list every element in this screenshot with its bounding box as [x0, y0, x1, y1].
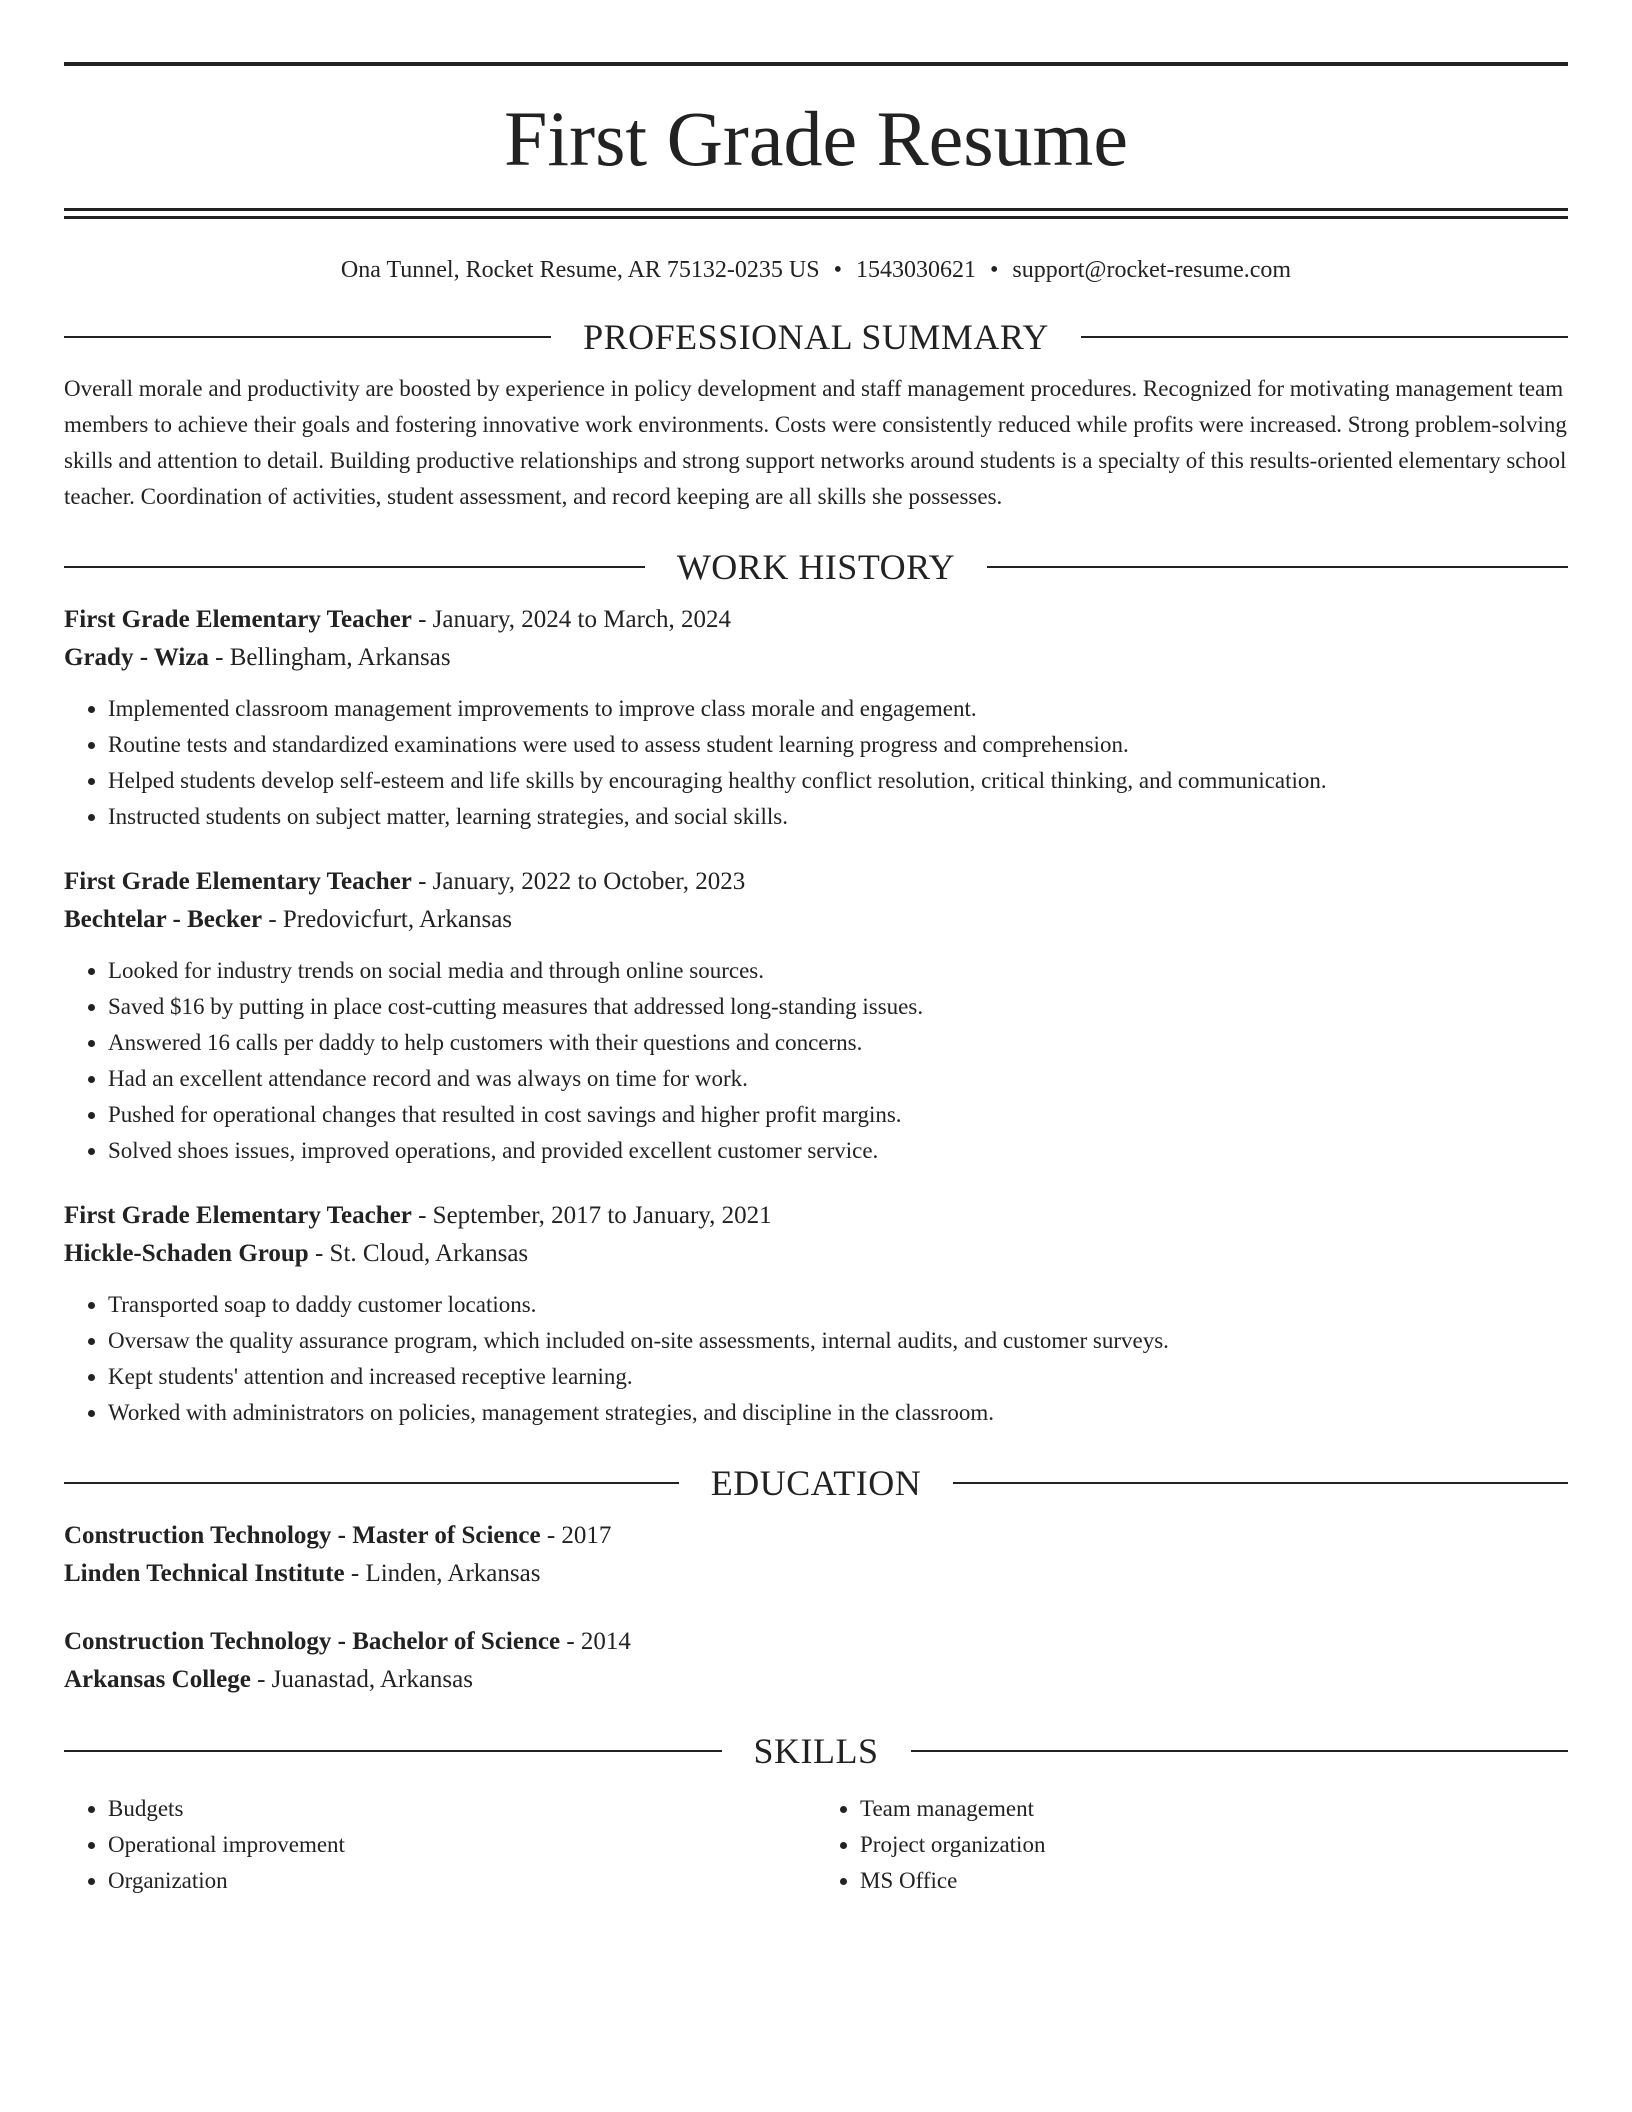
- contact-line: [64, 255, 1568, 285]
- skill-item: • Organization: [108, 1863, 816, 1899]
- heading-rule-right: [1081, 336, 1568, 338]
- education-entry: [64, 1623, 1568, 1699]
- contact-address: Ona Tunnel, Rocket Resume, AR 75132-0235 US: [340, 257, 820, 283]
- summary-heading: [64, 317, 1568, 357]
- education-heading-label: EDUCATION: [710, 1463, 922, 1503]
- skill-item: • MS Office: [860, 1863, 1568, 1899]
- skills-heading: [64, 1731, 1568, 1771]
- job-dates: - September, 2017 to January, 2021: [411, 1202, 772, 1229]
- job-bullet: • Looked for industry trends on social media and through online sources.: [108, 953, 1568, 989]
- education-heading: [64, 1463, 1568, 1503]
- job-location: - Bellingham, Arkansas: [208, 644, 451, 671]
- contact-phone: 1543030621: [856, 257, 976, 283]
- skill-item: • Operational improvement: [108, 1827, 816, 1863]
- education-year: - 2017: [540, 1522, 612, 1549]
- title-double-rule: [64, 208, 1568, 219]
- heading-rule-right: [987, 566, 1568, 568]
- education-degree: Construction Technology - Master of Science: [64, 1522, 541, 1549]
- job-bullet: • Implemented classroom management improvements to improve class morale and engagement.: [108, 691, 1568, 727]
- contact-separator: •: [833, 257, 842, 283]
- job-entry: [64, 601, 1568, 835]
- heading-rule-left: [64, 566, 645, 568]
- job-bullet: • Oversaw the quality assurance program, which included on-site assessments, internal audits, and customer surveys.: [108, 1323, 1568, 1359]
- job-bullet: • Solved shoes issues, improved operations, and provided excellent customer service.: [108, 1133, 1568, 1169]
- job-bullet: • Routine tests and standardized examinations were used to assess student learning progress and comprehension.: [108, 727, 1568, 763]
- job-dates: - January, 2024 to March, 2024: [411, 606, 731, 633]
- job-title: First Grade Elementary Teacher: [64, 606, 412, 633]
- education-location: - Juanastad, Arkansas: [250, 1666, 473, 1693]
- job-dates: - January, 2022 to October, 2023: [411, 868, 746, 895]
- job-location: - St. Cloud, Arkansas: [308, 1240, 529, 1267]
- education-entry: [64, 1517, 1568, 1593]
- heading-rule-left: [64, 1482, 679, 1484]
- education-school-line: [64, 1661, 1568, 1699]
- job-bullet: • Worked with administrators on policies, management strategies, and discipline in the classroom.: [108, 1395, 1568, 1431]
- job-entry: [64, 863, 1568, 1169]
- skills-column-right: [816, 1791, 1568, 1899]
- top-rule: [64, 62, 1568, 66]
- summary-heading-label: PROFESSIONAL SUMMARY: [583, 317, 1049, 357]
- skill-item: • Budgets: [108, 1791, 816, 1827]
- job-bullet: • Transported soap to daddy customer locations.: [108, 1287, 1568, 1323]
- heading-rule-right: [911, 1750, 1569, 1752]
- job-company: Hickle-Schaden Group: [64, 1240, 309, 1267]
- job-bullet: • Pushed for operational changes that resulted in cost savings and higher profit margins.: [108, 1097, 1568, 1133]
- education-year: - 2014: [560, 1628, 631, 1655]
- education-degree-line: [64, 1517, 1568, 1555]
- skills-list: [64, 1785, 1568, 1899]
- job-company: Grady - Wiza: [64, 644, 209, 671]
- job-title-line: [64, 601, 1568, 639]
- work-heading-label: WORK HISTORY: [676, 547, 956, 587]
- job-bullet: • Instructed students on subject matter, learning strategies, and social skills.: [108, 799, 1568, 835]
- job-title: First Grade Elementary Teacher: [64, 1202, 412, 1229]
- education-location: - Linden, Arkansas: [344, 1560, 541, 1587]
- job-bullet: • Answered 16 calls per daddy to help customers with their questions and concerns.: [108, 1025, 1568, 1061]
- job-bullet: • Had an excellent attendance record and was always on time for work.: [108, 1061, 1568, 1097]
- contact-separator: •: [990, 257, 999, 283]
- skills-column-left: [64, 1791, 816, 1899]
- heading-rule-left: [64, 336, 551, 338]
- job-bullets: [64, 1287, 1568, 1431]
- job-bullet: • Saved $16 by putting in place cost-cutting measures that addressed long-standing issues.: [108, 989, 1568, 1025]
- job-title-line: [64, 863, 1568, 901]
- education-degree-line: [64, 1623, 1568, 1661]
- job-location: - Predovicfurt, Arkansas: [262, 906, 513, 933]
- job-bullets: [64, 953, 1568, 1169]
- skill-item: • Team management: [860, 1791, 1568, 1827]
- job-company: Bechtelar - Becker: [64, 906, 263, 933]
- job-title-line: [64, 1197, 1568, 1235]
- job-entry: [64, 1197, 1568, 1431]
- education-school-line: [64, 1555, 1568, 1593]
- resume-title: First Grade Resume: [504, 95, 1128, 182]
- summary-text: Overall morale and productivity are boosted by experience in policy development and staff management procedures. Recognized for motivating management team members to achieve their goals and fostering innovative work environments. Costs were consistently reduced while profits were increased. Strong problem-solving skills and attention to detail. Building productive relationships and strong support networks around students is a specialty of this results-oriented elementary school teacher. Coordination of activities, student assessment, and record keeping are all skills she possesses.: [64, 376, 1567, 509]
- contact-email: support@rocket-resume.com: [1012, 257, 1292, 283]
- job-bullets: [64, 691, 1568, 835]
- job-bullet: • Helped students develop self-esteem and life skills by encouraging healthy conflict resolution, critical thinking, and communication.: [108, 763, 1568, 799]
- education-school: Arkansas College: [64, 1666, 251, 1693]
- work-heading: [64, 547, 1568, 587]
- job-company-line: [64, 639, 1568, 677]
- heading-rule-left: [64, 1750, 722, 1752]
- job-bullet: • Kept students' attention and increased receptive learning.: [108, 1359, 1568, 1395]
- job-title: First Grade Elementary Teacher: [64, 868, 412, 895]
- heading-rule-right: [953, 1482, 1568, 1484]
- skills-heading-label: SKILLS: [753, 1731, 879, 1771]
- education-school: Linden Technical Institute: [64, 1560, 345, 1587]
- job-company-line: [64, 1235, 1568, 1273]
- education-degree: Construction Technology - Bachelor of Science: [64, 1628, 561, 1655]
- job-company-line: [64, 901, 1568, 939]
- skill-item: • Project organization: [860, 1827, 1568, 1863]
